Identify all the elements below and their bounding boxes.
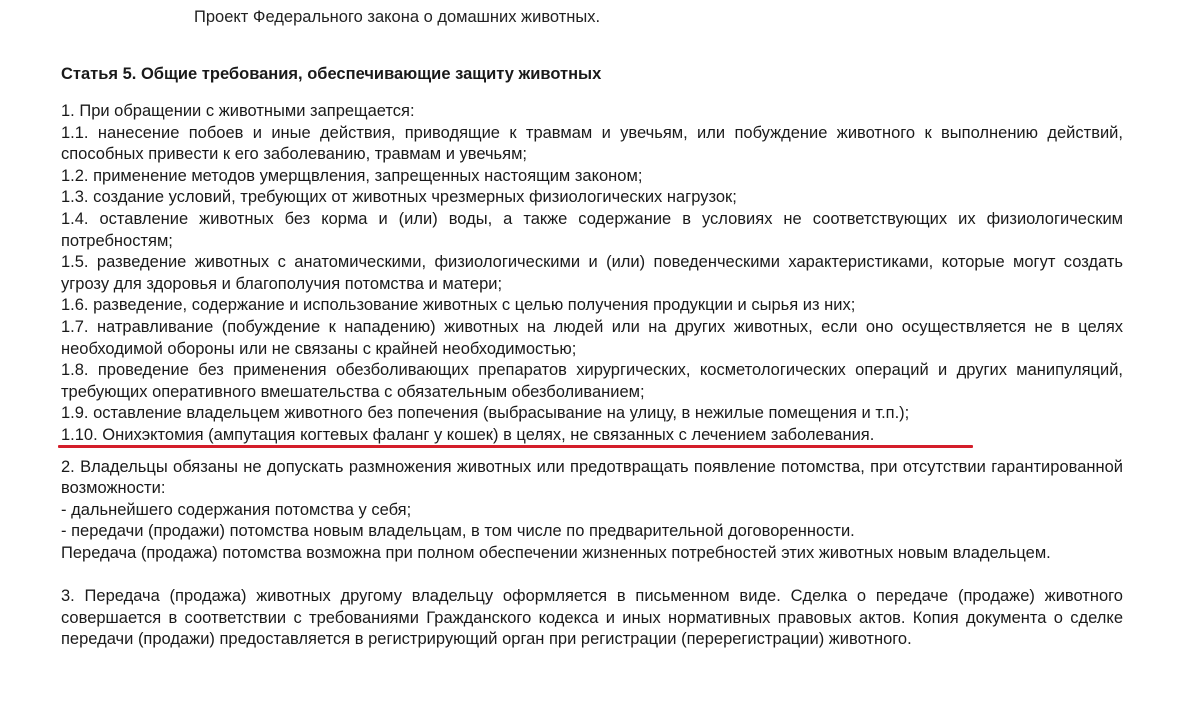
- section-3: [61, 586, 1123, 651]
- section-1-intro: 1. При обращении с животными запрещается:: [61, 102, 415, 120]
- highlighted-item-1-10-wrapper: [61, 425, 1123, 447]
- document-header-title: Проект Федерального закона о домашних животных.: [194, 8, 601, 26]
- list-item-1-6: 1.6. разведение, содержание и использование животных с целью получения продукции и сырья из них;: [61, 296, 856, 315]
- list-item-1-7: 1.7. натравливание (побуждение к нападению) животных на людей или на других животных, если оно осуществляется не в целях необходимой обороны или не связаны с крайней необходимостью;: [61, 317, 1123, 358]
- list-item-1-1: 1.1. нанесение побоев и иные действия, приводящие к травмам и увечьям, или побуждение животного к выполнению действий, способных привести к его заболеванию, травмам и увечьям;: [61, 123, 1123, 164]
- section-2-bullet-1: - дальнейшего содержания потомства у себя;: [61, 500, 412, 519]
- section-2-outro: Передача (продажа) потомства возможна при полном обеспечении жизненных потребностей этих животных новым владельцем.: [61, 543, 1051, 562]
- section-2-intro: 2. Владельцы обязаны не допускать размножения животных или предотвращать появление потомства, при отсутствии гарантированной возможности:: [61, 457, 1123, 498]
- section-2-bullet-2: - передачи (продажи) потомства новым владельцам, в том числе по предварительной договоренности.: [61, 522, 855, 541]
- list-item-1-2: 1.2. применение методов умерщвления, запрещенных настоящим законом;: [61, 166, 643, 185]
- article-title: Статья 5. Общие требования, обеспечивающие защиту животных: [61, 65, 602, 83]
- list-item-1-3: 1.3. создание условий, требующих от животных чрезмерных физиологических нагрузок;: [61, 188, 737, 207]
- section-2: [61, 457, 1123, 565]
- list-item-1-8: 1.8. проведение без применения обезболивающих препаратов хирургических, косметологических операций и других манипуляций, требующих оперативного вмешательства с обязательным обезболиванием;: [61, 361, 1123, 401]
- article-content: [61, 62, 1123, 651]
- list-item-1-4: 1.4. оставление животных без корма и (или) воды, а также содержание в условиях не соответствующих их физиологическим потребностям;: [61, 209, 1123, 250]
- red-underline-marker: [58, 445, 973, 448]
- section-3-text: 3. Передача (продажа) животных другому владельцу оформляется в письменном виде. Сделка о передаче (продаже) животного совершается в соответствии с требованиями Гражданского кодекса и иных нормативных правовых актов. Копия документа о сделке передачи (продажи) предоставляется в регистрирующий орган при регистрации (перерегистрации) животного.: [61, 587, 1123, 649]
- section-1: [61, 101, 1123, 447]
- list-item-1-10-highlighted: 1.10. Онихэктомия (ампутация когтевых фаланг у кошек) в целях, не связанных с лечением заболевания.: [61, 425, 875, 444]
- list-item-1-5: 1.5. разведение животных с анатомическими, физиологическими и (или) поведенческими характеристиками, которые могут создать угрозу для здоровья и благополучия потомства и матери;: [61, 253, 1123, 293]
- list-item-1-9: 1.9. оставление владельцем животного без попечения (выбрасывание на улицу, в нежилые помещения и т.п.);: [61, 404, 910, 423]
